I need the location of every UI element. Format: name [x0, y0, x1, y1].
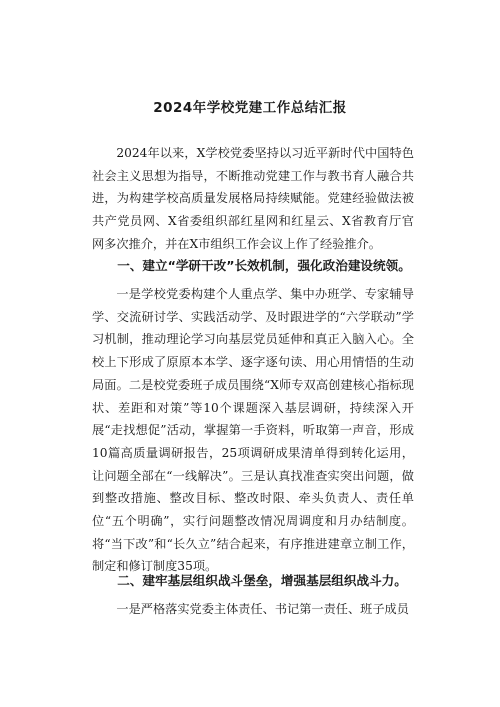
section-2-heading: 二、建牢基层组织战斗堡垒，增强基层组织战斗力。: [117, 573, 407, 588]
section-1-paragraph: 一是学校党委构建个人重点学、集中办班学、专家辅导学、交流研讨学、实践活动学、及时跟进学的“六学联动”学习机制，推动理论学习向基层党员延伸和真正入脑入心。全校上下形成了原原本本学、逐字逐句读、用心用情悟的生动局面。二是校党委班子成员围绕“X师专双高创建核心指标现状、差距和对策”等10个课题深入基层调研，持续深入开展“走找想促”活动，掌握第一手资料，听取第一声音，形成10篇高质量调研报告，25项调研成果清单得到转化运用，让问题全部在“一线解决”。三是认真找准查实突出问题，做到整改措施、整改目标、整改时限、牵头负责人、责任单位“五个明确”，实行问题整改情况周调度和月办结制度。将“当下改”和“长久立”结合起来，有序推进建章立制工作，制定和修订制度35项。: [92, 287, 414, 574]
section-2-paragraph: 一是严格落实党委主体责任、书记第一责任、班子成员: [116, 602, 409, 616]
document-title: 2024年学校党建工作总结汇报: [153, 100, 347, 116]
intro-paragraph: 2024年以来，X学校党委坚持以习近平新时代中国特色社会主义思想为指导，不断推动党建工作与教书育人融合共进，为构建学校高质量发展格局持续赋能。党建经验做法被共产党员网、X省委组织部红星网和红星云、X省教育厅官网多次推介，并在X市组织工作会议上作了经验推介。: [92, 146, 414, 251]
section-1-heading: 一、建立“学研干改”长效机制，强化政治建设统领。: [117, 258, 411, 273]
